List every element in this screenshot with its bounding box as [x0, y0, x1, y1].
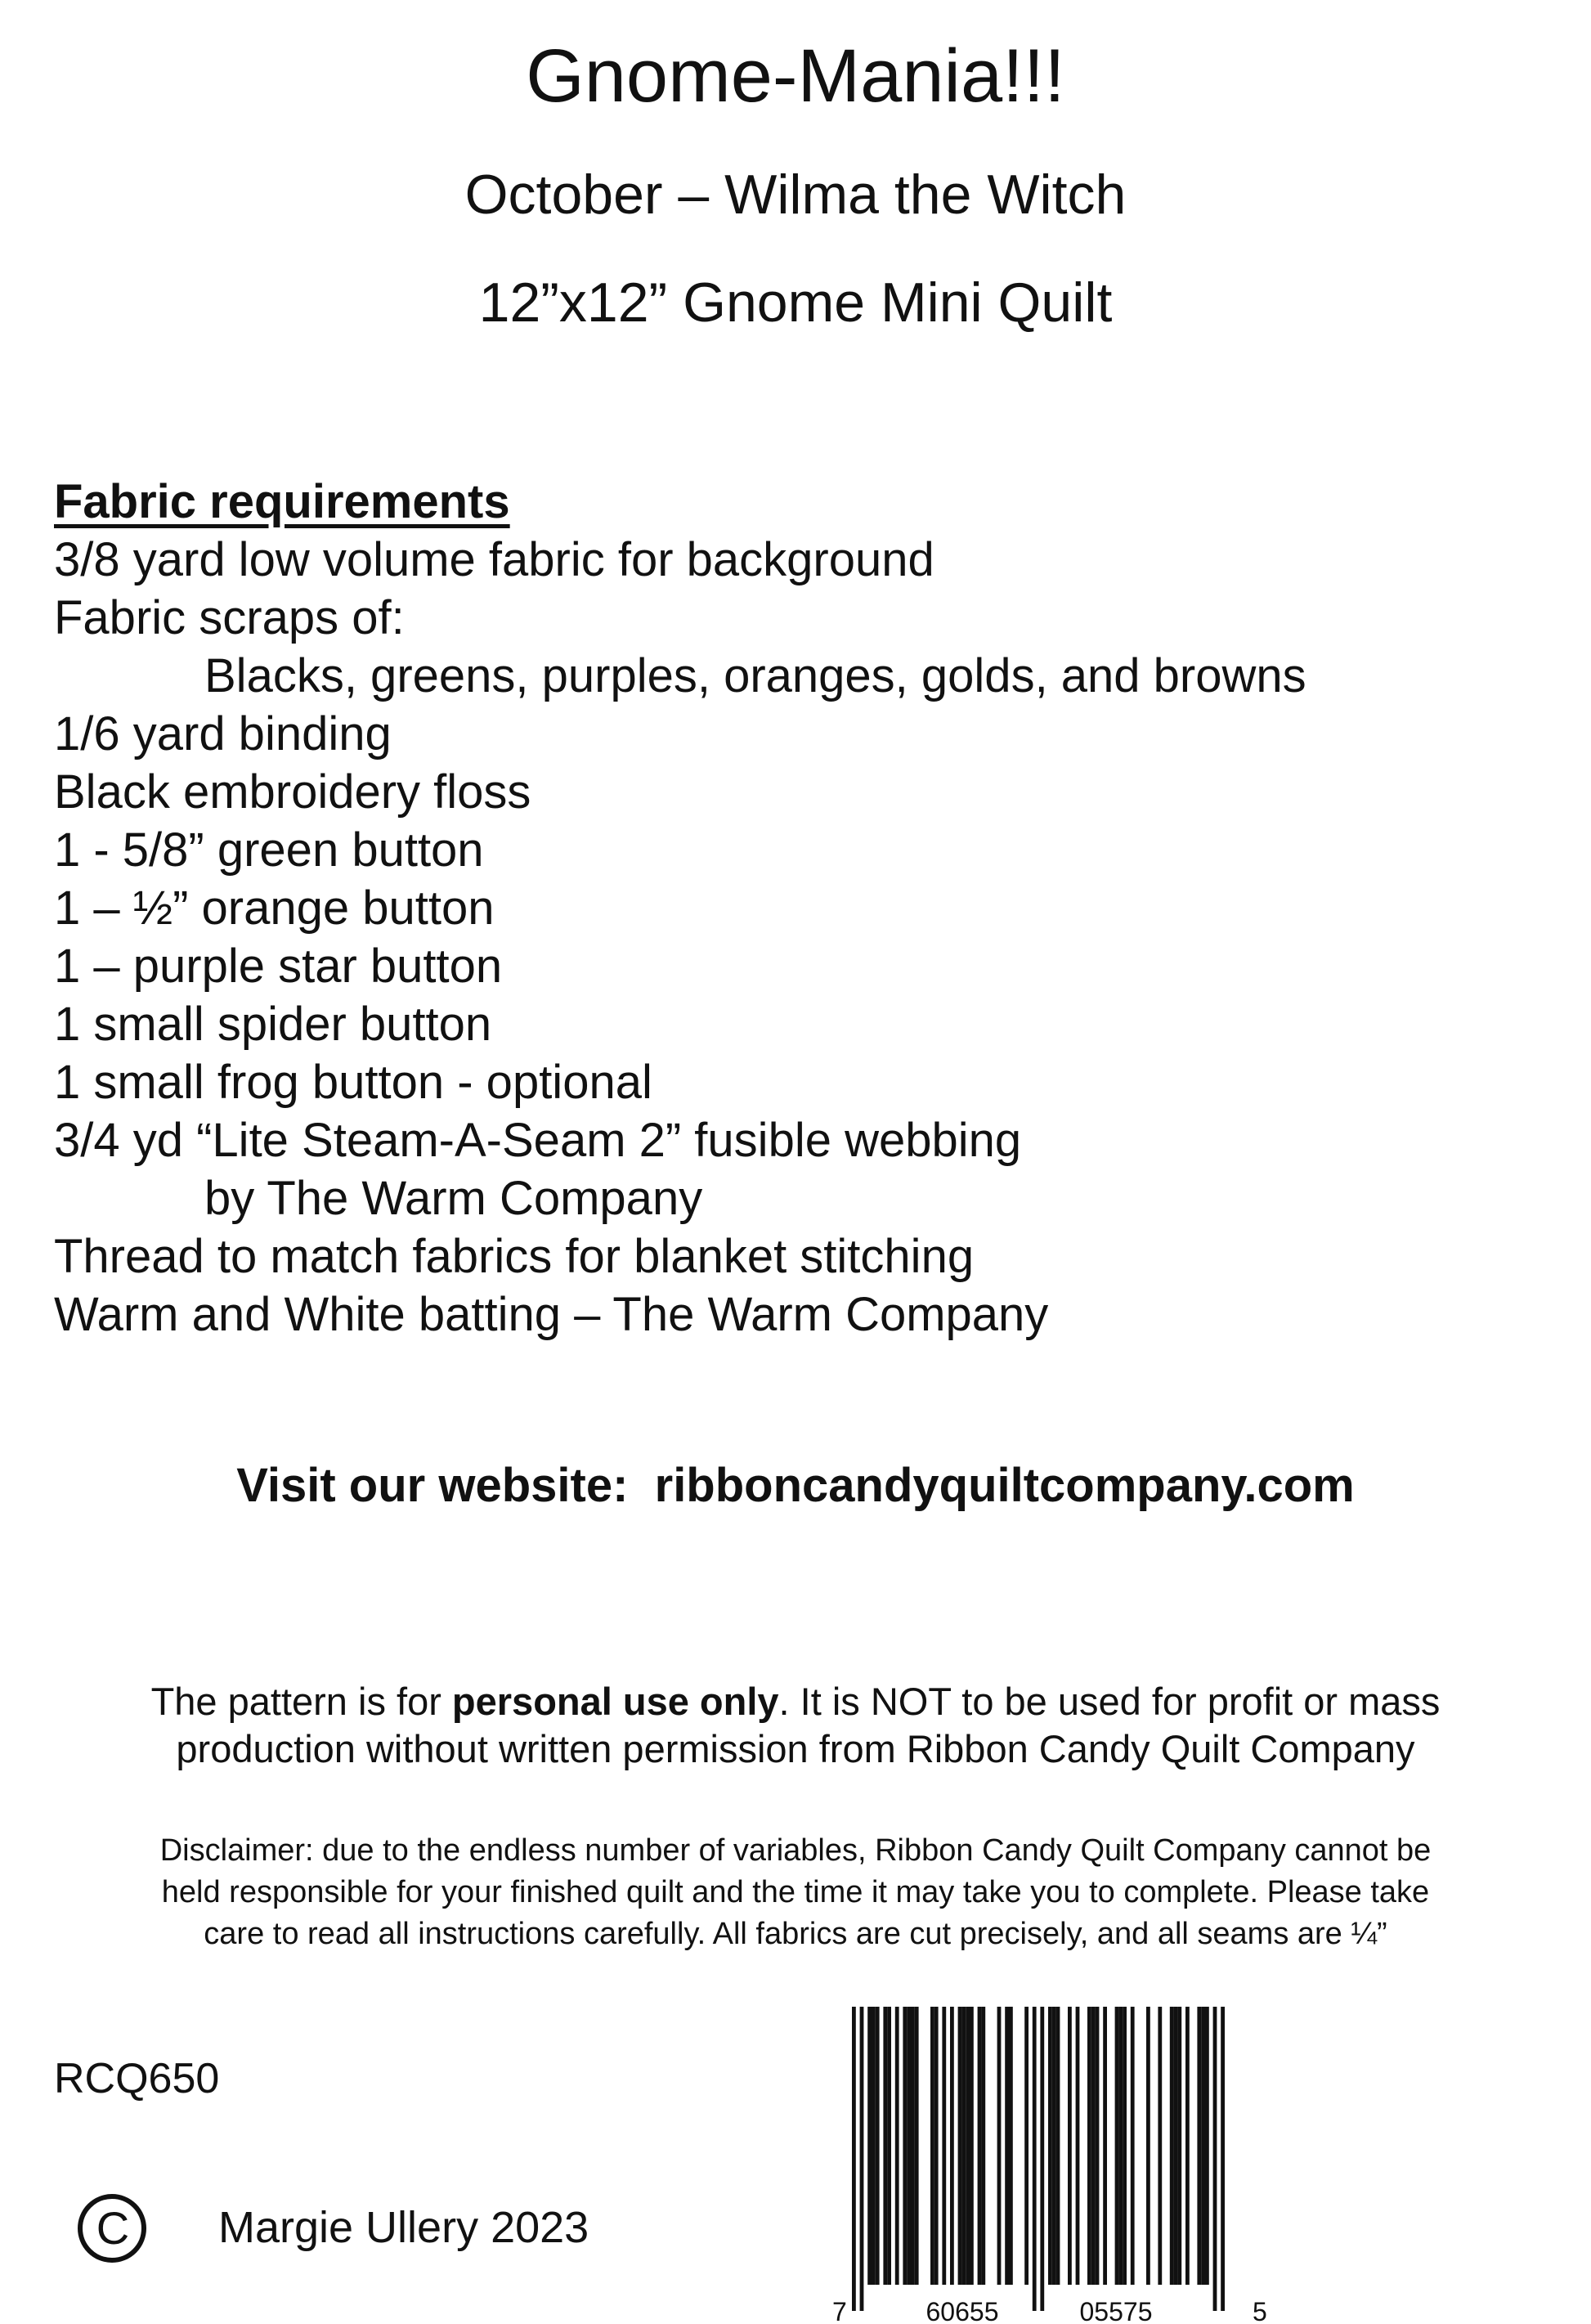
fabric-requirements: [54, 473, 1306, 1344]
barcode-bar: [1068, 2007, 1072, 2285]
barcode-bar: [981, 2007, 985, 2285]
fabric-item: 1 – purple star button: [54, 940, 503, 993]
usage-notice: [0, 1678, 1591, 1773]
barcode-bar: [1052, 2007, 1056, 2285]
barcode-bar: [950, 2007, 954, 2285]
barcode-bar: [883, 2007, 887, 2285]
fabric-item: Thread to match fabrics for blanket stitching: [54, 1230, 975, 1283]
barcode-bar: [1197, 2007, 1201, 2285]
barcode-bar: [1103, 2007, 1107, 2285]
pattern-sku: RCQ650: [54, 2055, 220, 2102]
usage-line-2: production without written permission from Ribbon Candy Quilt Company: [176, 1727, 1415, 1770]
page-title: Gnome-Mania!!!: [526, 34, 1065, 118]
usage-bold: personal use only: [451, 1680, 779, 1723]
author-copyright: Margie Ullery 2023: [218, 2203, 589, 2252]
barcode-bar: [1009, 2007, 1013, 2285]
barcode-bar: [997, 2007, 1002, 2285]
barcode-bar: [961, 2007, 966, 2285]
barcode-bar: [1213, 2007, 1217, 2311]
barcode-bar: [915, 2007, 919, 2285]
barcode-bar: [1087, 2007, 1091, 2285]
barcode-bar: [1123, 2007, 1127, 2285]
barcode-left-group: 60655: [925, 2297, 999, 2324]
barcode-bar: [1201, 2007, 1205, 2285]
barcode-bar: [930, 2007, 934, 2285]
barcode-bar: [867, 2007, 872, 2285]
barcode-bar: [852, 2007, 856, 2311]
fabric-item: by The Warm Company: [204, 1172, 703, 1225]
barcode-right-group: 05575: [1079, 2297, 1153, 2324]
fabric-item: 1 small spider button: [54, 998, 492, 1051]
barcode-bar: [1118, 2007, 1123, 2285]
barcode-bar: [1056, 2007, 1060, 2285]
website-line: [0, 1457, 1591, 1514]
barcode-bar: [887, 2007, 891, 2285]
fabric-item: 3/8 yard low volume fabric for background: [54, 533, 934, 586]
barcode-bar: [942, 2007, 946, 2285]
fabric-item: 1 small frog button - optional: [54, 1056, 652, 1109]
quilt-size: 12”x12” Gnome Mini Quilt: [478, 271, 1113, 334]
barcode-check-digit: 5: [1253, 2297, 1267, 2324]
fabric-item: 1/6 yard binding: [54, 707, 392, 760]
barcode-bar: [1174, 2007, 1178, 2285]
fabric-item: 1 - 5/8” green button: [54, 823, 484, 877]
upc-barcode: [826, 2007, 1275, 2324]
disclaimer-line-1: Disclaimer: due to the endless number of variables, Ribbon Candy Quilt Company cannot be: [159, 1833, 1432, 1868]
copyright-letter: C: [96, 2202, 130, 2254]
pattern-subtitle: October – Wilma the Witch: [464, 164, 1127, 226]
barcode-bar: [911, 2007, 915, 2285]
barcode-bar: [1048, 2007, 1052, 2285]
barcode-bar: [958, 2007, 962, 2285]
fabric-item: Fabric scraps of:: [54, 591, 405, 644]
barcode-bar: [1170, 2007, 1174, 2285]
barcode-bar: [1033, 2007, 1037, 2311]
usage-line-1: [0, 1678, 1591, 1725]
barcode-bar: [1185, 2007, 1190, 2285]
barcode-bar: [1205, 2007, 1209, 2285]
website-url[interactable]: ribboncandyquiltcompany.com: [654, 1459, 1355, 1512]
fabric-item: 3/4 yd “Lite Steam-A-Seam 2” fusible webbing: [54, 1114, 1022, 1167]
website-label: Visit our website:: [236, 1459, 629, 1512]
disclaimer-line-3: care to read all instructions carefully. All fabrics are cut precisely, and all seams are ¼”: [204, 1917, 1387, 1951]
copyright-icon: [75, 2192, 149, 2265]
barcode-bar: [1177, 2007, 1181, 2285]
usage-text-before: The pattern is for: [150, 1680, 452, 1723]
disclaimer-line-2: held responsible for your finished quilt and the time it may take you to complete. Please take: [161, 1875, 1430, 1909]
barcode-bar: [1158, 2007, 1162, 2285]
fabric-item: Black embroidery floss: [54, 765, 531, 819]
barcode-bar: [903, 2007, 907, 2285]
fabric-item: Blacks, greens, purples, oranges, golds, and browns: [204, 649, 1306, 702]
barcode-bar: [934, 2007, 939, 2285]
barcode-bar: [1076, 2007, 1080, 2285]
barcode-bar: [970, 2007, 974, 2285]
fabric-item: Warm and White batting – The Warm Company: [54, 1288, 1049, 1341]
barcode-bar: [1131, 2007, 1135, 2285]
fabric-item: 1 – ½” orange button: [54, 882, 495, 935]
barcode-bar: [1005, 2007, 1009, 2285]
barcode-bar: [876, 2007, 880, 2285]
disclaimer: [0, 1830, 1591, 1955]
barcode-bars: [852, 2007, 1225, 2311]
fabric-requirements-heading: Fabric requirements: [54, 475, 510, 528]
barcode-first-digit: 7: [832, 2297, 847, 2324]
usage-text-after: . It is NOT to be used for profit or mass: [778, 1680, 1441, 1723]
barcode-bar: [895, 2007, 899, 2285]
barcode-bar: [1146, 2007, 1150, 2285]
barcode-bar: [860, 2007, 864, 2311]
barcode-bar: [1024, 2007, 1029, 2285]
barcode-bar: [1096, 2007, 1100, 2285]
barcode-bar: [872, 2007, 876, 2285]
barcode-bar: [1221, 2007, 1225, 2311]
barcode-bar: [1040, 2007, 1044, 2311]
barcode-bar: [966, 2007, 970, 2285]
barcode-bar: [907, 2007, 911, 2285]
barcode-bar: [978, 2007, 982, 2285]
barcode-bar: [1115, 2007, 1119, 2285]
barcode-bar: [1091, 2007, 1096, 2285]
